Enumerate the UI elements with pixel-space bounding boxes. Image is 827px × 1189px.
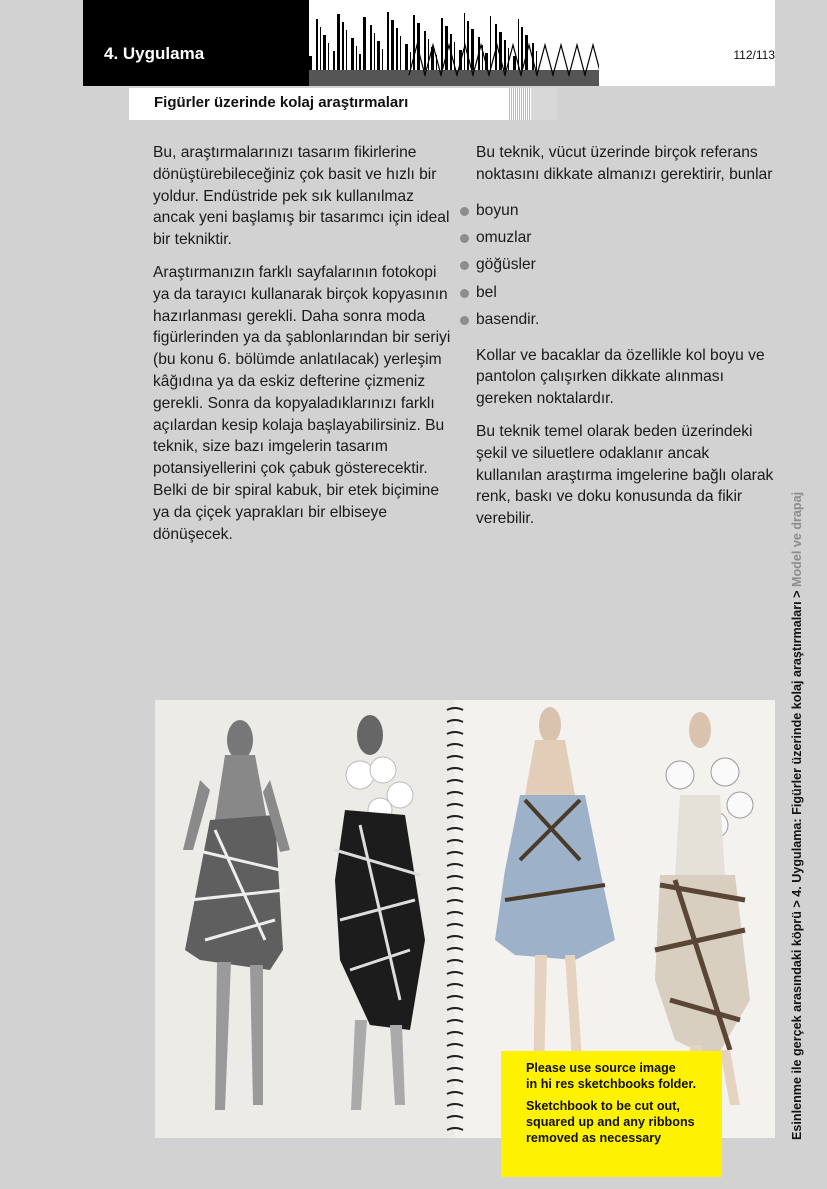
section-title: Figürler üzerinde kolaj araştırmaları bbox=[154, 94, 409, 111]
pattern-bar bbox=[527, 88, 528, 120]
pattern-bar bbox=[523, 88, 524, 120]
sticky-note-line: Please use source image in hi res sketchbooks folder. bbox=[526, 1061, 697, 1091]
pattern-bar bbox=[521, 88, 522, 120]
chapter-block bbox=[83, 0, 309, 86]
pattern-bar bbox=[509, 88, 510, 120]
pattern-bar bbox=[517, 88, 518, 120]
page-number: 112/113 bbox=[733, 48, 775, 62]
chapter-title: 4. Uygulama bbox=[104, 44, 205, 63]
paragraph: Bu teknik, vücut üzerinde birçok referans noktasını dikkate almanızı gerektirir, bunlar bbox=[476, 144, 773, 183]
list-item: omuzlar bbox=[460, 224, 776, 251]
paragraph: Bu teknik temel olarak beden üzerindeki şekil ve siluetlere odaklanır ancak kullanılan araştırma imgelerine bağlı olarak renk, baskı ve doku konusunda da fikir verebilir. bbox=[476, 423, 774, 528]
list-item: basendir. bbox=[460, 306, 776, 333]
list-item: bel bbox=[460, 279, 776, 306]
sticky-note-text bbox=[526, 1060, 721, 1152]
side-navigation bbox=[790, 420, 804, 1140]
section-bar-pattern bbox=[509, 88, 557, 120]
paragraph: Bu, araştırmalarınızı tasarım fikirlerine dönüştürebileceğiniz çok basit ve hızlı bir yoldur. Endüstride pek sık kullanılmaz ancak yeni başlamış bir tasarımcı için ideal bir tekniktir. bbox=[153, 144, 450, 249]
reference-points-list bbox=[460, 197, 776, 334]
pattern-bar bbox=[515, 88, 516, 120]
pattern-bar bbox=[529, 88, 530, 120]
list-item: göğüsler bbox=[460, 251, 776, 278]
side-nav-current: Model ve drapaj bbox=[790, 491, 804, 588]
paragraph: Araştırmanızın farklı sayfalarının fotokopi ya da tarayıcı kullanarak birçok kopyasının hazırlanması gerekli. Daha sonra moda figürlerinden ya da şablonlarından bir seriyi (bu konu 6. bölümde anlatılacak) yerleşim kâğıdına ya da eskiz defterine çizmeniz gerekli. Sonra da kopyaladıklarınızı farklı açılardan kesip kolaja başlayabilirsiniz. Bu teknik, size bazı imgelerin tasarım potansiyellerini çok çabuk gösterecektir. Belki de bir spiral kabuk, bir etek biçimine ya da çiçek yaprakları bir elbiseye dönüşecek. bbox=[153, 263, 451, 543]
sticky-note-line: Sketchbook to be cut out, squared up and any ribbons removed as necessary bbox=[526, 1099, 695, 1145]
pattern-bar bbox=[513, 88, 514, 120]
left-column bbox=[153, 142, 455, 556]
header-stripe-pattern bbox=[309, 0, 599, 86]
side-nav-path: Esinlenme ile gerçek arasındaki köprü > 4. Uygulama: Figürler üzerinde kolaj araştırmaları > bbox=[790, 587, 804, 1140]
paragraph: Kollar ve bacaklar da özellikle kol boyu ve pantolon çalışırken dikkate alınması gereken noktalardır. bbox=[476, 346, 765, 408]
pattern-bar bbox=[511, 88, 512, 120]
list-item: boyun bbox=[460, 197, 776, 224]
pattern-bar bbox=[525, 88, 526, 120]
right-column bbox=[476, 142, 776, 541]
pattern-bar bbox=[519, 88, 520, 120]
